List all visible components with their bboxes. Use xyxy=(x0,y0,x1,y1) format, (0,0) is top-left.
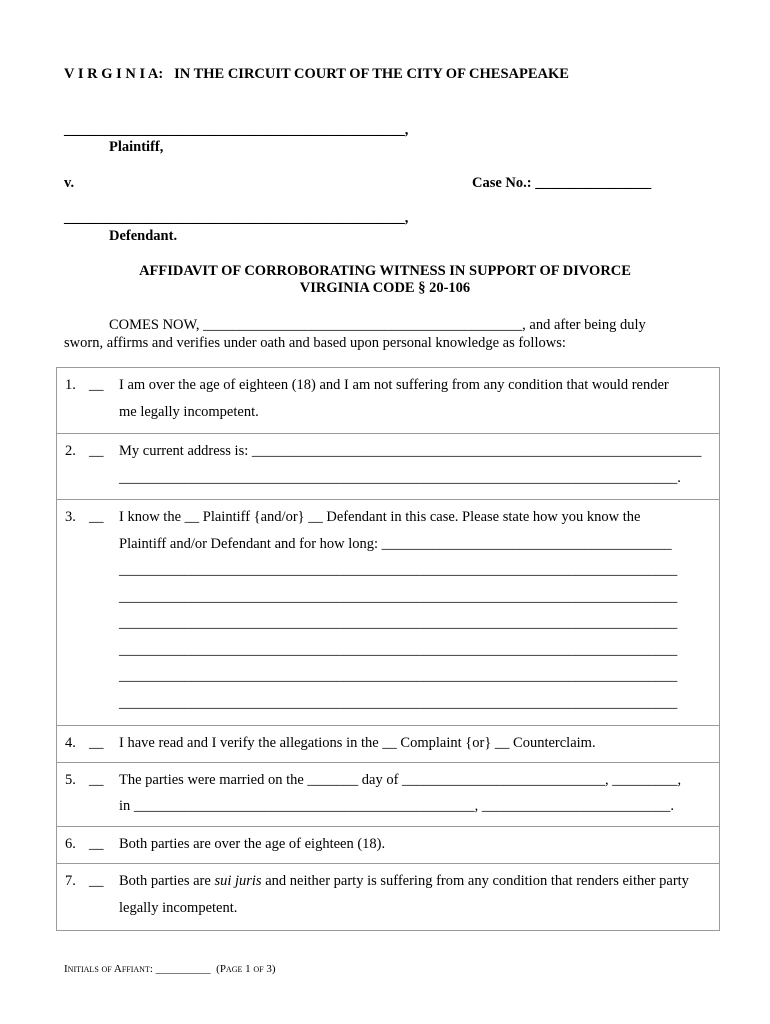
item-number: 7. xyxy=(65,873,76,889)
relationship-field-line[interactable]: _____________________________________________________________________________ xyxy=(119,562,678,578)
document-title: AFFIDAVIT OF CORROBORATING WITNESS IN SUPPORT OF DIVORCE xyxy=(139,263,631,279)
item-text-line: legally incompetent. xyxy=(119,900,238,916)
item-text-line xyxy=(119,873,689,890)
item-text-line[interactable]: I have read and I verify the allegations in the __ Complaint {or} __ Counterclaim. xyxy=(119,735,596,751)
defendant-name-blank[interactable]: _______________________________________________, xyxy=(64,210,409,226)
address-field-line[interactable]: My current address is: ______________________________________________________________ xyxy=(119,443,702,459)
case-number-field[interactable]: Case No.: ________________ xyxy=(472,175,652,191)
item-checkbox[interactable]: __ xyxy=(89,836,104,852)
relationship-field-line[interactable]: _____________________________________________________________________________ xyxy=(119,668,678,684)
item-number: 5. xyxy=(65,772,76,788)
affiant-initials-field[interactable]: Initials of Affiant: __________ xyxy=(64,963,211,975)
item-6 xyxy=(57,827,719,864)
relationship-field-line[interactable]: Plaintiff and/or Defendant and for how long: ________________________________________ xyxy=(119,536,672,552)
page-number: (Page 1 of 3) xyxy=(216,963,276,975)
item-text-pre: Both parties are xyxy=(119,873,215,889)
item-checkbox[interactable]: __ xyxy=(89,377,104,393)
item-2 xyxy=(57,434,719,500)
address-field-line[interactable]: _____________________________________________________________________________. xyxy=(119,470,681,486)
plaintiff-name-blank[interactable]: _______________________________________________, xyxy=(64,122,409,138)
item-number: 2. xyxy=(65,443,76,459)
plaintiff-label: Plaintiff, xyxy=(109,139,164,155)
item-checkbox[interactable]: __ xyxy=(89,443,104,459)
marriage-date-line[interactable]: The parties were married on the _______ day of ____________________________, _________, xyxy=(119,772,682,788)
item-text-line: Both parties are over the age of eighteen (18). xyxy=(119,836,386,852)
relationship-field-line[interactable]: _____________________________________________________________________________ xyxy=(119,589,678,605)
item-number: 4. xyxy=(65,735,76,751)
page-footer xyxy=(64,963,276,975)
item-checkbox[interactable]: __ xyxy=(89,873,104,889)
item-text-line[interactable]: I know the __ Plaintiff {and/or} __ Defendant in this case. Please state how you know the xyxy=(119,509,641,525)
marriage-place-line[interactable]: in _______________________________________________, __________________________. xyxy=(119,798,675,814)
item-number: 1. xyxy=(65,377,76,393)
item-checkbox[interactable]: __ xyxy=(89,735,104,751)
item-7 xyxy=(57,864,719,930)
item-text-line: I am over the age of eighteen (18) and I am not suffering from any condition that would render xyxy=(119,377,669,393)
intro-line-2: sworn, affirms and verifies under oath and based upon personal knowledge as follows: xyxy=(64,335,566,351)
item-text-post: and neither party is suffering from any condition that renders either party xyxy=(261,873,689,889)
intro-line-1[interactable]: COMES NOW, ____________________________________________, and after being duly xyxy=(109,317,646,333)
item-number: 3. xyxy=(65,509,76,525)
affidavit-items-table xyxy=(56,367,720,931)
relationship-field-line[interactable]: _____________________________________________________________________________ xyxy=(119,695,678,711)
relationship-field-line[interactable]: _____________________________________________________________________________ xyxy=(119,615,678,631)
item-number: 6. xyxy=(65,836,76,852)
statute-reference: VIRGINIA CODE § 20-106 xyxy=(299,280,471,296)
state-name: V I R G I N I A: xyxy=(64,66,164,82)
item-checkbox[interactable]: __ xyxy=(89,509,104,525)
item-1 xyxy=(57,368,719,434)
item-5 xyxy=(57,763,719,827)
item-text-line: me legally incompetent. xyxy=(119,404,259,420)
court-name: IN THE CIRCUIT COURT OF THE CITY OF CHESAPEAKE xyxy=(174,66,569,82)
item-text-italic: sui juris xyxy=(214,873,262,889)
state-heading xyxy=(64,66,569,83)
defendant-label: Defendant. xyxy=(109,228,178,244)
versus-label: v. xyxy=(64,175,75,191)
item-3 xyxy=(57,500,719,726)
item-4 xyxy=(57,726,719,763)
item-checkbox[interactable]: __ xyxy=(89,772,104,788)
relationship-field-line[interactable]: _____________________________________________________________________________ xyxy=(119,642,678,658)
